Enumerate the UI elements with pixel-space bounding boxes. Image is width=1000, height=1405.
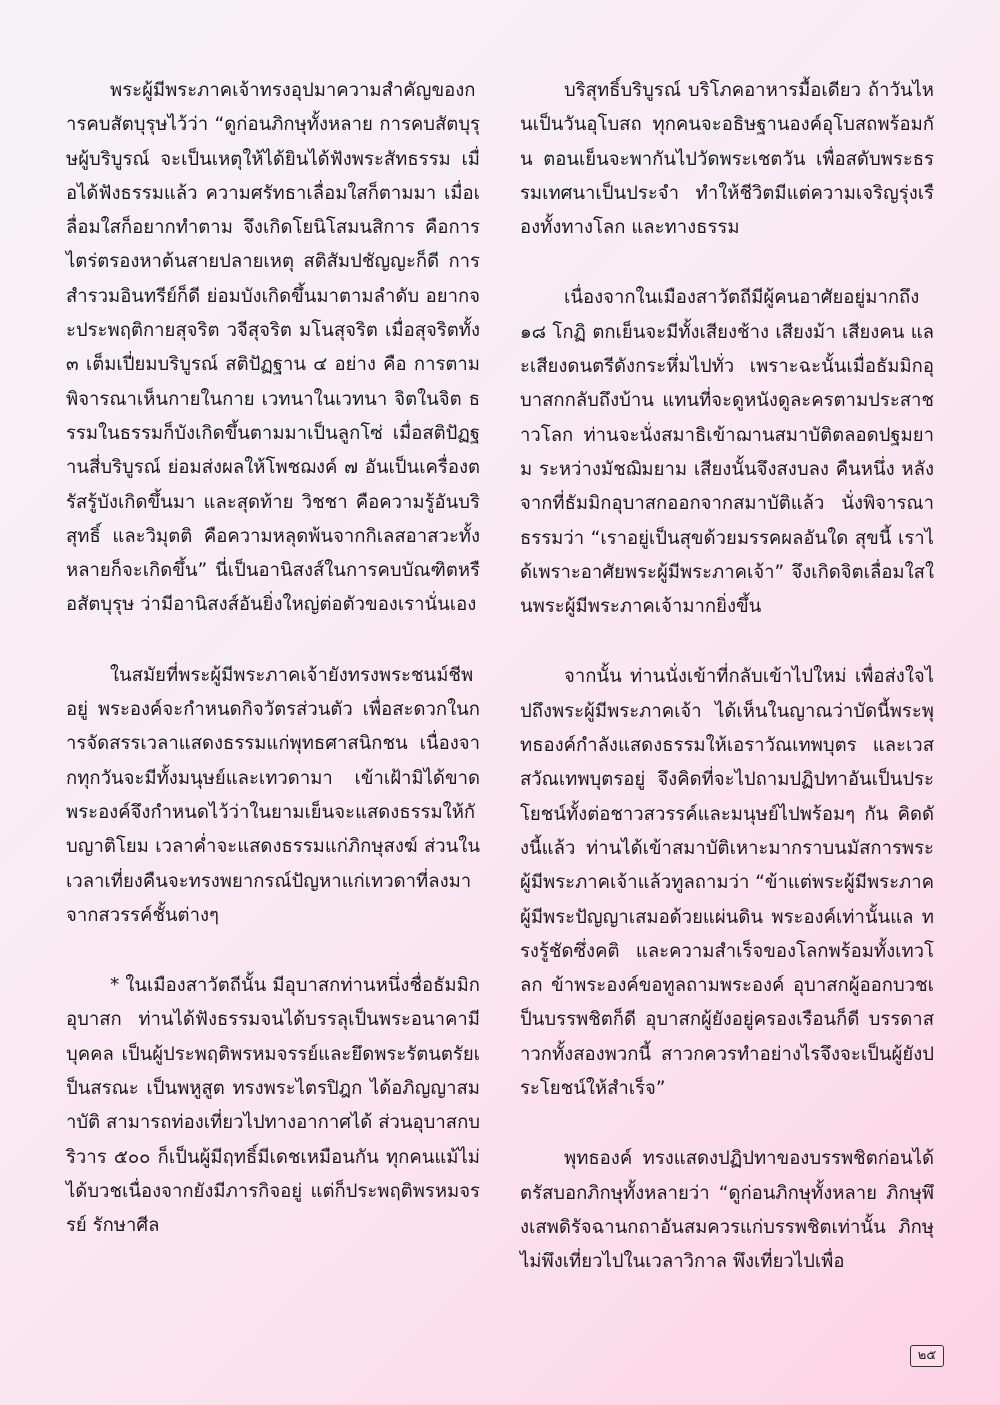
page-number: ๒๕ <box>910 1345 944 1367</box>
paragraph: * ในเมืองสาวัตถีนั้น มีอุบาสกท่านหนึ่งชื่อธัมมิกอุบาสก ท่านได้ฟังธรรมจนได้บรรลุเป็นพระอนาคามีบุคคล เป็นผู้ประพฤติพรหมจรรย์และยึดพระรัตนตรัยเป็นสรณะ เป็นพหูสูต ทรงพระไตรปิฎก ได้อภิญญาสมาบัติ สามารถท่องเที่ยวไปทางอากาศได้ ส่วนอุบาสกบริวาร ๕๐๐ ก็เป็นผู้มีฤทธิ์มีเดชเหมือนกัน ทุกคนแม้ไม่ได้บวชเนื่องจากยังมีภารกิจอยู่ แต่ก็ประพฤติพรหมจรรย์ รักษาศีล <box>66 975 481 1237</box>
paragraph: พุทธองค์ ทรงแสดงปฏิปทาของบรรพชิตก่อนได้ตรัสบอกภิกษุทั้งหลายว่า “ดูก่อนภิกษุทั้งหลาย ภิกษุพึงเสพดิรัจฉานกถาอันสมควรแก่บรรพชิตเท่านั้น ภิกษุไม่พึงเที่ยวไปในเวลาวิกาล พึงเที่ยวไปเพื่อ <box>520 1148 934 1273</box>
right-column <box>520 74 934 1316</box>
paragraph: เนื่องจากในเมืองสาวัตถีมีผู้คนอาศัยอยู่มากถึง ๑๘ โกฏิ ตกเย็นจะมีทั้งเสียงช้าง เสียงม้า เสียงคน และเสียงดนตรีดังกระหึ่มไปทั่ว เพราะฉะนั้นเมื่อธัมมิกอุบาสกกลับถึงบ้าน แทนที่จะดูหนังดูละครตามประสาชาวโลก ท่านจะนั่งสมาธิเข้าฌานสมาบัติตลอดปฐมยาม ระหว่างมัชฌิมยาม เสียงนั้นจึงสงบลง คืนหนึ่ง หลังจากที่ธัมมิกอุบาสกออกจากสมาบัติแล้ว นั่งพิจารณาธรรมว่า “เราอยู่เป็นสุขด้วยมรรคผลอันใด สุขนี้ เราได้เพราะอาศัยพระผู้มีพระภาคเจ้า” จึงเกิดจิตเลื่อมใสในพระผู้มีพระภาคเจ้ามากยิ่งขึ้น <box>520 287 934 618</box>
paragraph: บริสุทธิ์บริบูรณ์ บริโภคอาหารมื้อเดียว ถ้าวันไหนเป็นวันอุโบสถ ทุกคนจะอธิษฐานองค์อุโบสถพร้อมกัน ตอนเย็นจะพากันไปวัดพระเชตวัน เพื่อสดับพระธรรมเทศนาเป็นประจำ ทำให้ชีวิตมีแต่ความเจริญรุ่งเรืองทั้งทางโลก และทางธรรม <box>520 80 934 239</box>
paragraph: พระผู้มีพระภาคเจ้าทรงอุปมาความสำคัญของการคบสัตบุรุษไว้ว่า “ดูก่อนภิกษุทั้งหลาย การคบสัตบุรุษผู้บริบูรณ์ จะเป็นเหตุให้ได้ยินได้ฟังพระสัทธรรม เมื่อได้ฟังธรรมแล้ว ความศรัทธาเลื่อมใสก็ตามมา เมื่อเลื่อมใสก็อยากทำตาม จึงเกิดโยนิโสมนสิการ คือการไตร่ตรองหาต้นสายปลายเหตุ สติสัมปชัญญะก็ดี การสำรวมอินทรีย์ก็ดี ย่อมบังเกิดขึ้นมาตามลำดับ อยากจะประพฤติกายสุจริต วจีสุจริต มโนสุจริต เมื่อสุจริตทั้ง ๓ เต็มเปี่ยมบริบูรณ์ สติปัฏฐาน ๔ อย่าง คือ การตามพิจารณาเห็นกายในกาย เวทนาในเวทนา จิตในจิต ธรรมในธรรมก็บังเกิดขึ้นตามมาเป็นลูกโซ่ เมื่อสติปัฏฐานสี่บริบูรณ์ ย่อมส่งผลให้โพชฌงค์ ๗ อันเป็นเครื่องตรัสรู้บังเกิดขึ้นมา และสุดท้าย วิชชา คือความรู้อันบริสุทธิ์ และวิมุตติ คือความหลุดพ้นจากกิเลสอาสวะทั้งหลายก็จะเกิดขึ้น” นี่เป็นอานิสงส์ในการคบบัณฑิตหรือสัตบุรุษ ว่ามีอานิสงส์อันยิ่งใหญ่ต่อตัวของเรานั่นเอง <box>66 80 480 616</box>
paragraph: จากนั้น ท่านนั่งเข้าที่กลับเข้าไปใหม่ เพื่อส่งใจไปถึงพระผู้มีพระภาคเจ้า ได้เห็นในญาณว่าบัดนี้พระพุทธองค์กำลังแสดงธรรมให้เอราวัณเทพบุตร และเวสสวัณเทพบุตรอยู่ จึงคิดที่จะไปถามปฏิปทาอันเป็นประโยชน์ทั้งต่อชาวสวรรค์และมนุษย์ไปพร้อมๆ กัน คิดดังนี้แล้ว ท่านได้เข้าสมาบัติเหาะมากราบนมัสการพระผู้มีพระภาคเจ้าแล้วทูลถามว่า “ข้าแต่พระผู้มีพระภาคผู้มีพระปัญญาเสมอด้วยแผ่นดิน พระองค์เท่านั้นแล ทรงรู้ชัดซึ่งคติ และความสำเร็จของโลกพร้อมทั้งเทวโลก ข้าพระองค์ขอทูลถามพระองค์ อุบาสกผู้ออกบวชเป็นบรรพชิตก็ดี อุบาสกผู้ยังอยู่ครองเรือนก็ดี บรรดาสาวกทั้งสองพวกนี้ สาวกควรทำอย่างไรจึงจะเป็นผู้ยังประโยชน์ให้สำเร็จ” <box>520 666 934 1100</box>
paragraph: ในสมัยที่พระผู้มีพระภาคเจ้ายังทรงพระชนม์ชีพอยู่ พระองค์จะกำหนดกิจวัตรส่วนตัว เพื่อสะดวกในการจัดสรรเวลาแสดงธรรมแก่พุทธศาสนิกชน เนื่องจากทุกวันจะมีทั้งมนุษย์และเทวดามา เข้าเฝ้ามิได้ขาด พระองค์จึงกำหนดไว้ว่าในยามเย็นจะแสดงธรรมให้กับญาติโยม เวลาค่ำจะแสดงธรรมแก่ภิกษุสงฆ์ ส่วนในเวลาเที่ยงคืนจะทรงพยากรณ์ปัญหาแก่เทวดาที่ลงมาจากสวรรค์ชั้นต่างๆ <box>66 664 480 926</box>
left-column <box>66 74 480 1280</box>
